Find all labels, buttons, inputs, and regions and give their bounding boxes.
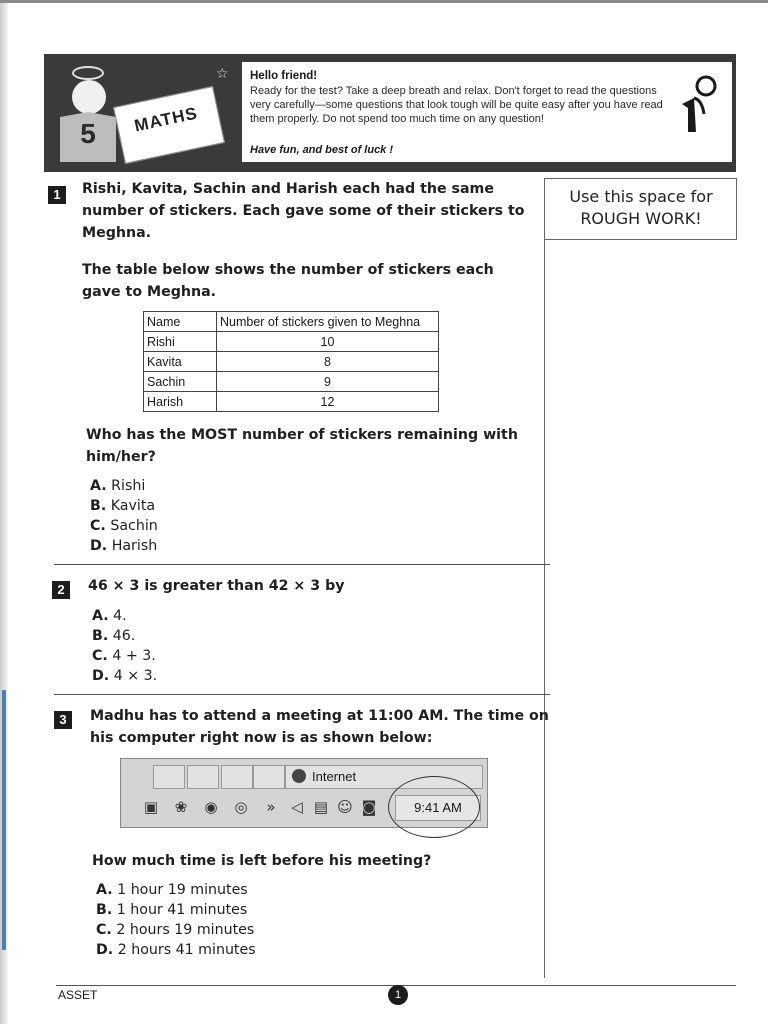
security-icon: ◙ <box>361 798 377 816</box>
option-b[interactable] <box>96 900 256 920</box>
option-d[interactable] <box>96 940 256 960</box>
question-1-text: Rishi, Kavita, Sachin and Harish each had the same number of stickers. Each gave some of their stickers to Meghna. <box>82 181 525 241</box>
question-number-2: 2 <box>52 581 70 599</box>
globe-icon <box>292 769 306 783</box>
rough-work-line1: Use this space for <box>569 187 713 206</box>
option-text: 46. <box>112 628 136 644</box>
question-1-text-2: The table below shows the number of stickers each gave to Meghna. <box>82 262 494 300</box>
question-2-options <box>92 606 157 686</box>
footer-brand: ASSET <box>58 988 98 1002</box>
option-text: 4. <box>113 608 127 624</box>
rough-work-line2: ROUGH WORK! <box>580 209 702 228</box>
table-header-name: Name <box>144 312 217 332</box>
option-letter: D. <box>96 942 114 958</box>
table-header-row <box>144 312 439 332</box>
option-a[interactable] <box>90 476 158 496</box>
firefox-icon: ❀ <box>174 798 188 816</box>
top-rule <box>0 0 768 3</box>
option-text: Kavita <box>110 498 156 514</box>
intro-message: Ready for the test? Take a deep breath and relax. Don't forget to read the questions very carefully—some questions that look tough will be quite easy after you have read them properly. Do not spend too much time on any question! <box>250 85 663 125</box>
option-text: 4 + 3. <box>112 648 156 664</box>
table-row <box>144 372 439 392</box>
messenger-icon: ☺ <box>337 798 353 816</box>
question-divider <box>54 564 550 565</box>
internet-label: Internet <box>312 769 357 784</box>
taskbar-button <box>187 765 219 789</box>
option-text: Rishi <box>111 478 146 494</box>
option-c[interactable] <box>96 920 256 940</box>
mascot-head <box>72 80 106 114</box>
clock-highlight-circle <box>388 776 480 838</box>
option-text: 1 hour 19 minutes <box>117 882 248 898</box>
table-row <box>144 352 439 372</box>
option-letter: A. <box>96 882 113 898</box>
option-text: 2 hours 41 minutes <box>117 942 256 958</box>
table-cell-name: Sachin <box>144 372 217 392</box>
option-letter: B. <box>96 902 113 918</box>
question-number-3: 3 <box>54 711 72 729</box>
table-cell-name: Rishi <box>144 332 217 352</box>
taskbar-clock: 9:41 AM <box>395 795 481 821</box>
table-cell-value: 8 <box>217 352 439 372</box>
option-a[interactable] <box>96 880 256 900</box>
browser-icon: ◎ <box>234 798 248 816</box>
question-number-1: 1 <box>48 186 66 204</box>
table-cell-name: Harish <box>144 392 217 412</box>
grade-number: 5 <box>80 118 96 149</box>
question-2-text: 46 × 3 is greater than 42 × 3 by <box>88 578 345 594</box>
option-letter: A. <box>92 608 109 624</box>
question-1-prompt: Who has the MOST number of stickers remaining with him/her? <box>86 427 518 465</box>
option-letter: D. <box>92 668 110 684</box>
table-row <box>144 332 439 352</box>
option-letter: B. <box>90 498 107 514</box>
mascot-icon <box>72 66 104 80</box>
taskbar-button <box>221 765 253 789</box>
table-cell-value: 10 <box>217 332 439 352</box>
question-divider <box>54 694 550 695</box>
option-b[interactable] <box>92 626 157 646</box>
option-letter: D. <box>90 538 108 554</box>
option-letter: B. <box>92 628 109 644</box>
option-c[interactable] <box>92 646 157 666</box>
stickers-table <box>143 311 439 412</box>
option-d[interactable] <box>90 536 158 556</box>
media-icon: ◉ <box>204 798 218 816</box>
option-text: 2 hours 19 minutes <box>116 922 255 938</box>
option-text: Sachin <box>110 518 158 534</box>
question-3-text: Madhu has to attend a meeting at 11:00 AM. The time on his computer right now is as shown below: <box>90 708 549 746</box>
option-d[interactable] <box>92 666 157 686</box>
option-letter: C. <box>92 648 108 664</box>
question-1-options <box>90 476 158 556</box>
network-icon: ▤ <box>313 798 329 816</box>
option-letter: C. <box>96 922 112 938</box>
option-letter: A. <box>90 478 107 494</box>
rough-work-label <box>546 186 736 230</box>
question-3-prompt: How much time is left before his meeting? <box>92 853 432 869</box>
taskbar-button <box>153 765 185 789</box>
chevron-icon: » <box>266 798 276 816</box>
option-text: 4 × 3. <box>113 668 158 684</box>
desktop-icon: ▣ <box>143 798 159 816</box>
option-b[interactable] <box>90 496 158 516</box>
page-number: 1 <box>388 985 408 1005</box>
rough-work-column <box>544 178 555 978</box>
subject-label: MATHS <box>132 103 200 136</box>
question-3-options <box>96 880 256 960</box>
pen-icon <box>676 74 720 134</box>
table-cell-value: 9 <box>217 372 439 392</box>
greeting: Hello friend! <box>250 70 318 82</box>
page-edge-mark <box>2 690 6 950</box>
table-header-stickers: Number of stickers given to Meghna <box>217 312 439 332</box>
option-letter: C. <box>90 518 106 534</box>
table-cell-name: Kavita <box>144 352 217 372</box>
taskbar-button <box>253 765 285 789</box>
table-cell-value: 12 <box>217 392 439 412</box>
option-text: Harish <box>111 538 158 554</box>
closing-message: Have fun, and best of luck ! <box>250 144 394 156</box>
option-c[interactable] <box>90 516 158 536</box>
volume-icon: ◁ <box>291 798 303 816</box>
bulb-icon: ☆ <box>216 66 229 82</box>
option-a[interactable] <box>92 606 157 626</box>
table-row <box>144 392 439 412</box>
option-text: 1 hour 41 minutes <box>116 902 248 918</box>
